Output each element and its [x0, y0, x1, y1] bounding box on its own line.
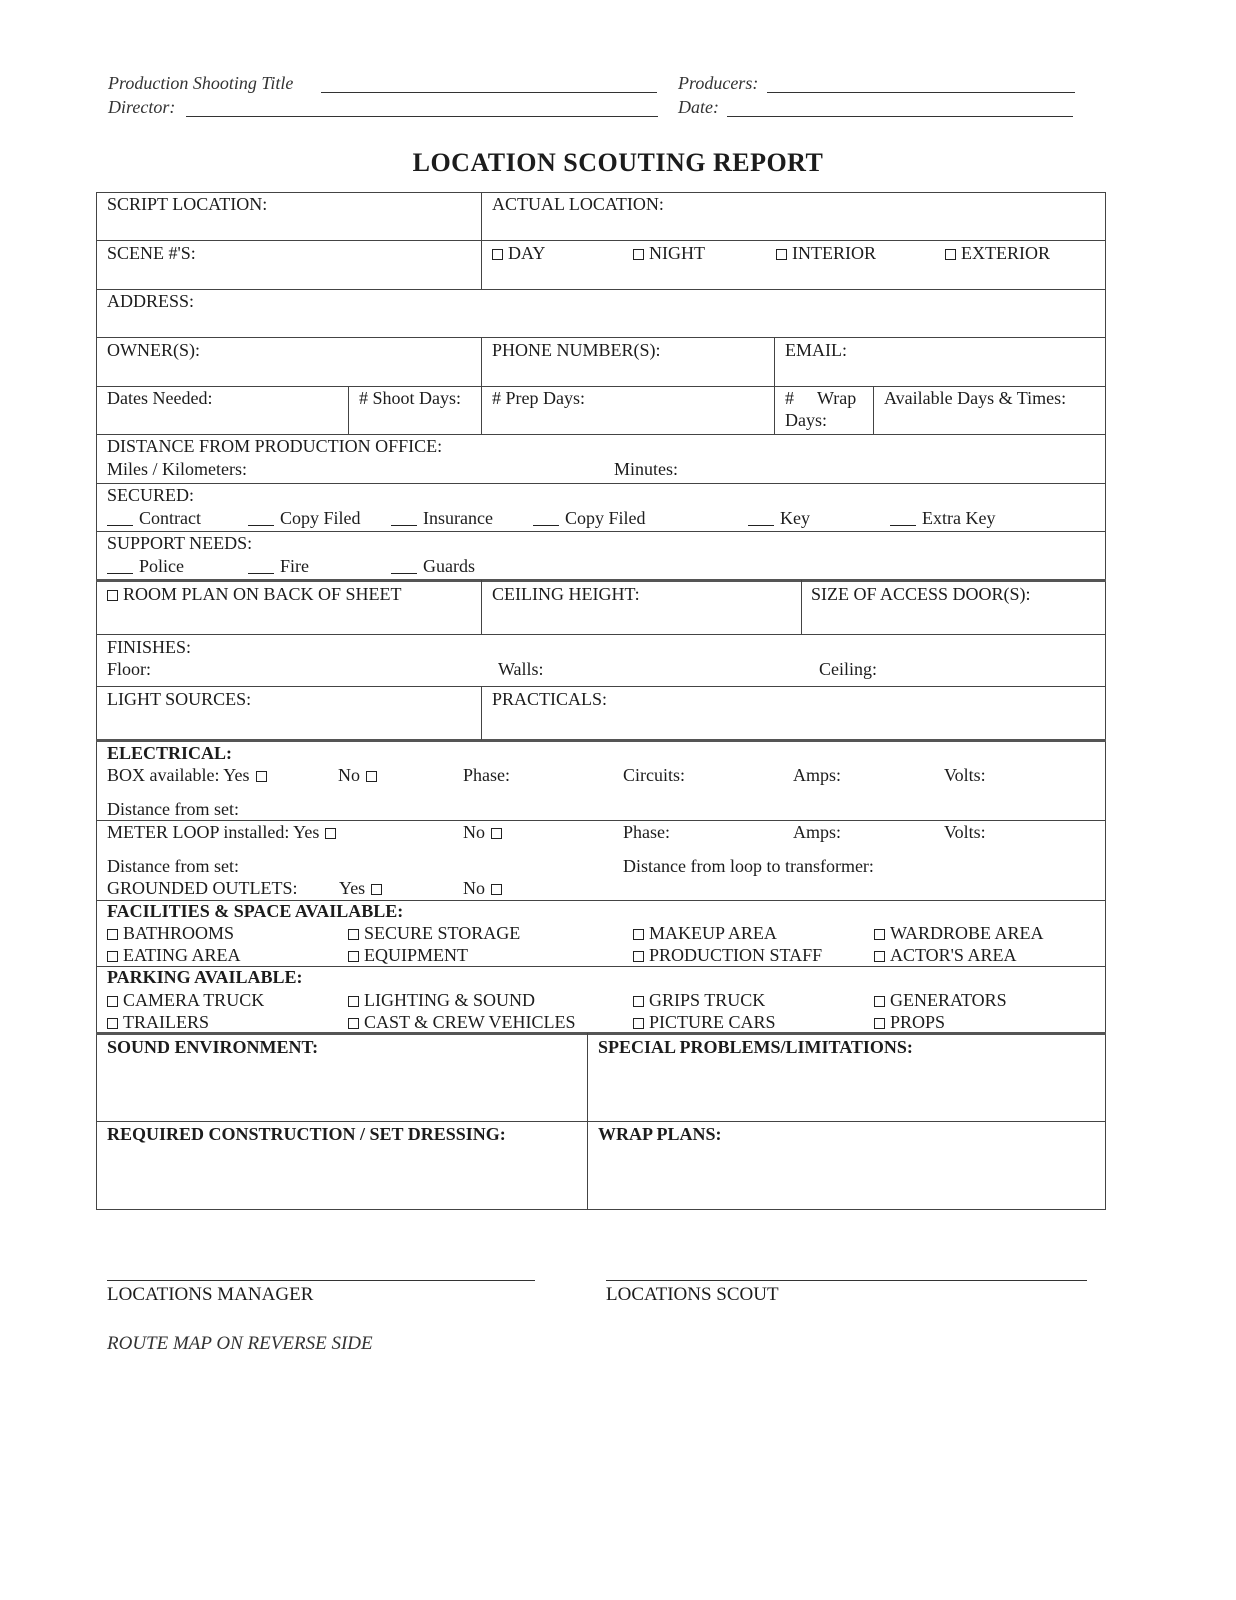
- grips-truck-option[interactable]: GRIPS TRUCK: [633, 989, 765, 1011]
- grid-line: [96, 579, 1106, 582]
- dates-needed-label: Dates Needed:: [107, 388, 213, 408]
- secure-storage-option[interactable]: SECURE STORAGE: [348, 922, 520, 944]
- props-option[interactable]: PROPS: [874, 1011, 945, 1033]
- exterior-option[interactable]: EXTERIOR: [945, 242, 1050, 264]
- grounded-yes[interactable]: Yes: [339, 877, 382, 899]
- meter-amps-label: Amps:: [793, 822, 842, 842]
- route-map-note: ROUTE MAP ON REVERSE SIDE: [107, 1333, 373, 1354]
- shoot-days-label: # Shoot Days:: [359, 388, 462, 408]
- blank-field[interactable]: [107, 511, 133, 526]
- checkbox-icon[interactable]: [256, 771, 267, 782]
- grid-line: [96, 1121, 1106, 1122]
- extra-key-item[interactable]: Extra Key: [890, 507, 995, 529]
- practicals-label: PRACTICALS:: [492, 689, 608, 709]
- actual-location-label: ACTUAL LOCATION:: [492, 194, 664, 214]
- production-title-label: Production Shooting Title: [108, 73, 294, 93]
- trailers-option[interactable]: TRAILERS: [107, 1011, 209, 1033]
- fire-item[interactable]: Fire: [248, 555, 309, 577]
- checkbox-icon[interactable]: [107, 590, 118, 601]
- parking-title: PARKING AVAILABLE:: [107, 967, 303, 987]
- finishes-title: FINISHES:: [107, 637, 192, 657]
- blank-field[interactable]: [533, 511, 559, 526]
- wrap-word-label: Wrap: [817, 388, 857, 408]
- night-option[interactable]: NIGHT: [633, 242, 705, 264]
- secured-title: SECURED:: [107, 485, 195, 505]
- scenes-label: SCENE #'S:: [107, 243, 196, 263]
- police-item[interactable]: Police: [107, 555, 184, 577]
- generators-option[interactable]: GENERATORS: [874, 989, 1007, 1011]
- meter-loop-no[interactable]: No: [463, 821, 502, 843]
- grounded-no[interactable]: No: [463, 877, 502, 899]
- grid-line: [96, 686, 1106, 687]
- meter-phase-label: Phase:: [623, 822, 670, 842]
- insurance-item[interactable]: Insurance: [391, 507, 493, 529]
- box-amps-label: Amps:: [793, 765, 842, 785]
- support-needs-title: SUPPORT NEEDS:: [107, 533, 253, 553]
- grid-divider: [481, 192, 482, 289]
- light-sources-label: LIGHT SOURCES:: [107, 689, 252, 709]
- grounded-outlets-label: GROUNDED OUTLETS:: [107, 878, 298, 898]
- wardrobe-area-option[interactable]: WARDROBE AREA: [874, 922, 1044, 944]
- available-times-label: Available Days & Times:: [884, 388, 1067, 408]
- camera-truck-option[interactable]: CAMERA TRUCK: [107, 989, 264, 1011]
- checkbox-icon[interactable]: [325, 828, 336, 839]
- checkbox-icon[interactable]: [492, 249, 503, 260]
- checkbox-icon[interactable]: [348, 951, 359, 962]
- checkbox-icon[interactable]: [366, 771, 377, 782]
- distance-title: DISTANCE FROM PRODUCTION OFFICE:: [107, 436, 443, 456]
- box-volts-label: Volts:: [944, 765, 986, 785]
- grid-line: [96, 240, 1106, 241]
- owners-label: OWNER(S):: [107, 340, 200, 360]
- checkbox-icon[interactable]: [874, 929, 885, 940]
- phone-label: PHONE NUMBER(S):: [492, 340, 661, 360]
- grid-divider: [774, 337, 775, 434]
- checkbox-icon[interactable]: [633, 929, 644, 940]
- grid-line: [96, 634, 1106, 635]
- key-item[interactable]: Key: [748, 507, 810, 529]
- production-title-field[interactable]: [321, 92, 657, 93]
- grid-divider: [348, 386, 349, 434]
- grid-line: [96, 289, 1106, 290]
- blank-field[interactable]: [391, 559, 417, 574]
- blank-field[interactable]: [890, 511, 916, 526]
- prep-days-label: # Prep Days:: [492, 388, 585, 408]
- grid-divider: [801, 580, 802, 635]
- address-label: ADDRESS:: [107, 291, 195, 311]
- grid-line: [96, 1209, 1106, 1210]
- miles-label: Miles / Kilometers:: [107, 459, 247, 479]
- blank-field[interactable]: [391, 511, 417, 526]
- grid-left-border: [96, 192, 97, 1210]
- sound-environment-label: SOUND ENVIRONMENT:: [107, 1037, 319, 1057]
- copy-filed-item-2[interactable]: Copy Filed: [533, 507, 646, 529]
- checkbox-icon[interactable]: [107, 996, 118, 1007]
- interior-option[interactable]: INTERIOR: [776, 242, 876, 264]
- manager-signature-line[interactable]: [107, 1280, 535, 1281]
- grid-divider: [587, 1033, 588, 1210]
- checkbox-icon[interactable]: [348, 929, 359, 940]
- actors-area-option[interactable]: ACTOR'S AREA: [874, 944, 1016, 966]
- cast-crew-option[interactable]: CAST & CREW VEHICLES: [348, 1011, 576, 1033]
- access-door-label: SIZE OF ACCESS DOOR(S):: [811, 584, 1031, 604]
- checkbox-icon[interactable]: [633, 1018, 644, 1029]
- date-field[interactable]: [727, 116, 1073, 117]
- makeup-area-option[interactable]: MAKEUP AREA: [633, 922, 777, 944]
- grid-line: [96, 337, 1106, 338]
- minutes-label: Minutes:: [614, 459, 679, 479]
- checkbox-icon[interactable]: [491, 828, 502, 839]
- checkbox-icon[interactable]: [633, 996, 644, 1007]
- day-option[interactable]: DAY: [492, 242, 545, 264]
- checkbox-icon[interactable]: [945, 249, 956, 260]
- box-distance-label: Distance from set:: [107, 799, 239, 819]
- scout-signature-label: LOCATIONS SCOUT: [606, 1284, 779, 1305]
- checkbox-icon[interactable]: [633, 951, 644, 962]
- floor-label: Floor:: [107, 659, 152, 679]
- checkbox-icon[interactable]: [874, 996, 885, 1007]
- ceiling-label: Ceiling:: [819, 659, 877, 679]
- meter-distance-label: Distance from set:: [107, 856, 239, 876]
- checkbox-icon[interactable]: [633, 249, 644, 260]
- script-location-label: SCRIPT LOCATION:: [107, 194, 268, 214]
- electrical-title: ELECTRICAL:: [107, 743, 233, 763]
- director-field[interactable]: [186, 116, 658, 117]
- copy-filed-item[interactable]: Copy Filed: [248, 507, 361, 529]
- grid-divider: [481, 337, 482, 434]
- guards-item[interactable]: Guards: [391, 555, 475, 577]
- meter-loop-yes[interactable]: METER LOOP installed: Yes: [107, 821, 336, 843]
- checkbox-icon[interactable]: [874, 1018, 885, 1029]
- ceiling-height-label: CEILING HEIGHT:: [492, 584, 640, 604]
- wrap-days-label: Days:: [785, 410, 827, 430]
- blank-field[interactable]: [748, 511, 774, 526]
- checkbox-icon[interactable]: [491, 884, 502, 895]
- picture-cars-option[interactable]: PICTURE CARS: [633, 1011, 776, 1033]
- checkbox-icon[interactable]: [107, 951, 118, 962]
- facilities-title: FACILITIES & SPACE AVAILABLE:: [107, 901, 404, 921]
- bathrooms-option[interactable]: BATHROOMS: [107, 922, 234, 944]
- blank-field[interactable]: [248, 559, 274, 574]
- wrap-hash-label: #: [785, 388, 794, 408]
- box-available-yes[interactable]: BOX available: Yes: [107, 764, 267, 786]
- construction-label: REQUIRED CONSTRUCTION / SET DRESSING:: [107, 1124, 506, 1144]
- box-available-no[interactable]: No: [338, 764, 377, 786]
- checkbox-icon[interactable]: [348, 1018, 359, 1029]
- checkbox-icon[interactable]: [107, 929, 118, 940]
- checkbox-icon[interactable]: [874, 951, 885, 962]
- manager-signature-label: LOCATIONS MANAGER: [107, 1284, 314, 1305]
- producers-field[interactable]: [767, 92, 1075, 93]
- blank-field[interactable]: [248, 511, 274, 526]
- report-title: LOCATION SCOUTING REPORT: [412, 148, 824, 177]
- special-problems-label: SPECIAL PROBLEMS/LIMITATIONS:: [598, 1037, 913, 1057]
- blank-field[interactable]: [107, 559, 133, 574]
- grid-line: [96, 739, 1106, 742]
- checkbox-icon[interactable]: [776, 249, 787, 260]
- producers-label: Producers:: [678, 73, 759, 93]
- wrap-plans-label: WRAP PLANS:: [598, 1124, 722, 1144]
- scout-signature-line[interactable]: [606, 1280, 1087, 1281]
- checkbox-icon[interactable]: [107, 1018, 118, 1029]
- grid-line: [96, 1032, 1106, 1035]
- lighting-sound-option[interactable]: LIGHTING & SOUND: [348, 989, 535, 1011]
- meter-volts-label: Volts:: [944, 822, 986, 842]
- grid-divider: [481, 580, 482, 635]
- email-label: EMAIL:: [785, 340, 847, 360]
- grid-right-border: [1105, 192, 1106, 1210]
- box-phase-label: Phase:: [463, 765, 510, 785]
- box-circuits-label: Circuits:: [623, 765, 685, 785]
- director-label: Director:: [108, 97, 176, 117]
- walls-label: Walls:: [498, 659, 544, 679]
- loop-transformer-label: Distance from loop to transformer:: [623, 856, 874, 876]
- room-plan-option[interactable]: ROOM PLAN ON BACK OF SHEET: [107, 583, 402, 605]
- checkbox-icon[interactable]: [371, 884, 382, 895]
- equipment-option[interactable]: EQUIPMENT: [348, 944, 468, 966]
- contract-item[interactable]: Contract: [107, 507, 201, 529]
- production-staff-option[interactable]: PRODUCTION STAFF: [633, 944, 822, 966]
- checkbox-icon[interactable]: [348, 996, 359, 1007]
- grid-divider: [873, 386, 874, 434]
- eating-area-option[interactable]: EATING AREA: [107, 944, 241, 966]
- grid-divider: [481, 686, 482, 740]
- date-label: Date:: [678, 97, 719, 117]
- grid-line: [96, 483, 1106, 484]
